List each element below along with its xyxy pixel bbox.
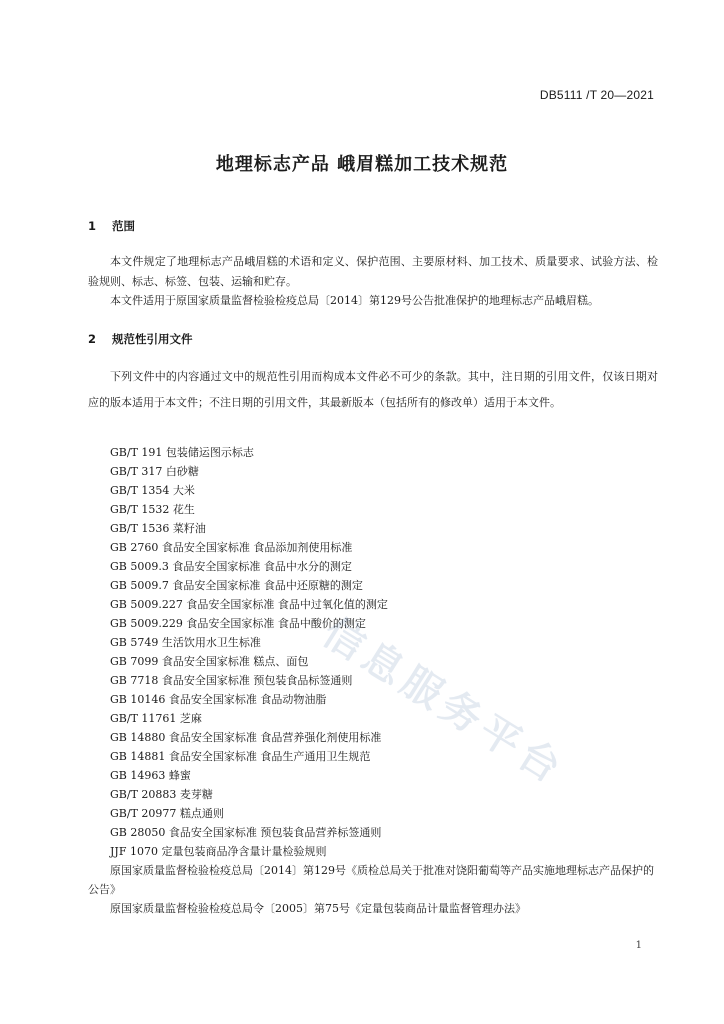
reference-item: GB 7099 食品安全国家标准 糕点、面包 — [110, 655, 309, 668]
normative-intro: 下列文件中的内容通过文中的规范性引用而构成本文件必不可少的条款。其中，注日期的引用文件，仅该日期对应的版本适用于本文件；不注日期的引用文件，其最新版本（包括所有的修改单）适用于本文件。 — [88, 370, 658, 409]
scope-paragraph-1: 本文件规定了地理标志产品峨眉糕的术语和定义、保护范围、主要原材料、加工技术、质量要求、试验方法、检验规则、标志、标签、包装、运输和贮存。 — [88, 255, 658, 288]
section-1-number: 1 — [88, 219, 97, 233]
reference-item: GB 10146 食品安全国家标准 食品动物油脂 — [110, 693, 327, 706]
reference-item: GB 14963 蜂蜜 — [110, 769, 191, 782]
document-title: 地理标志产品 峨眉糕加工技术规范 — [215, 154, 509, 175]
document-code: DB5111 /T 20—2021 — [539, 88, 654, 102]
reference-item: GB/T 20977 糕点通则 — [110, 807, 224, 820]
reference-item: GB 5009.7 食品安全国家标准 食品中还原糖的测定 — [110, 579, 363, 592]
section-1-title: 范围 — [112, 219, 136, 233]
reference-item: GB 5749 生活饮用水卫生标准 — [110, 636, 261, 649]
reference-item: GB 7718 食品安全国家标准 预包装食品标签通则 — [110, 674, 353, 687]
reference-item: GB/T 11761 芝麻 — [110, 712, 202, 725]
reference-item: GB 14881 食品安全国家标准 食品生产通用卫生规范 — [110, 750, 371, 763]
reference-item: GB/T 20883 麦芽糖 — [110, 788, 213, 801]
reference-item: GB/T 1532 花生 — [110, 503, 195, 516]
reference-item: 原国家质量监督检验检疫总局〔2014〕第129号《质检总局关于批准对饶阳葡萄等产品实施地理标志产品保护的公告》 — [88, 864, 654, 896]
section-1-heading — [88, 218, 135, 234]
page-number: 1 — [635, 940, 642, 951]
reference-item: GB/T 317 白砂糖 — [110, 465, 199, 478]
reference-item: GB 5009.229 食品安全国家标准 食品中酸价的测定 — [110, 617, 366, 630]
reference-item: GB/T 1354 大米 — [110, 484, 195, 497]
section-2-heading — [88, 331, 193, 347]
reference-item: GB/T 191 包装储运图示标志 — [110, 446, 254, 459]
section-2-number: 2 — [88, 332, 97, 346]
section-2-title: 规范性引用文件 — [112, 332, 193, 346]
reference-list — [88, 443, 658, 918]
reference-item: GB 5009.3 食品安全国家标准 食品中水分的测定 — [110, 560, 352, 573]
reference-item: GB 5009.227 食品安全国家标准 食品中过氧化值的测定 — [110, 598, 388, 611]
reference-item: GB 28050 食品安全国家标准 预包装食品营养标签通则 — [110, 826, 382, 839]
reference-item: 原国家质量监督检验检疫总局令〔2005〕第75号《定量包装商品计量监督管理办法》 — [110, 902, 526, 915]
reference-item: JJF 1070 定量包装商品净含量计量检验规则 — [110, 845, 327, 858]
reference-item: GB 14880 食品安全国家标准 食品营养强化剂使用标准 — [110, 731, 382, 744]
scope-paragraph-2: 本文件适用于原国家质量监督检验检疫总局〔2014〕第129号公告批准保护的地理标志产品峨眉糕。 — [110, 294, 599, 307]
reference-item: GB/T 1536 菜籽油 — [110, 522, 206, 535]
watermark-text: 信息服务平台 — [314, 609, 574, 795]
reference-item: GB 2760 食品安全国家标准 食品添加剂使用标准 — [110, 541, 353, 554]
